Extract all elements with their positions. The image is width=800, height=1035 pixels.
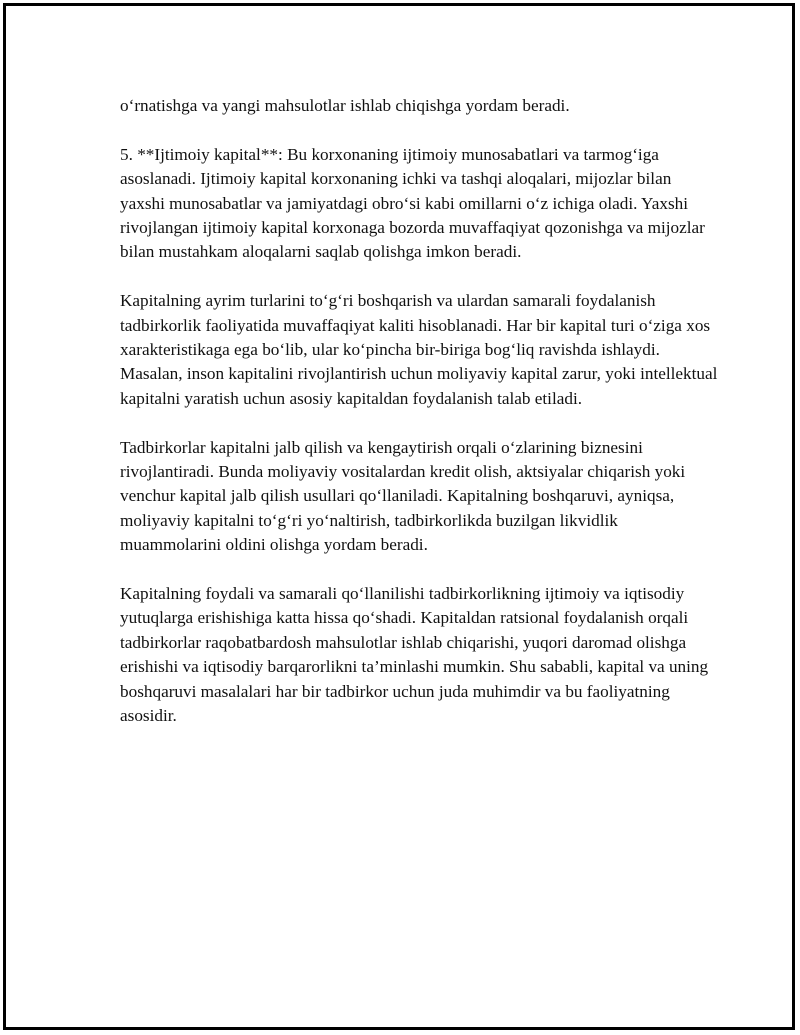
paragraph-capital-management: Kapitalning ayrim turlarini to‘g‘ri boshqarish va ulardan samarali foydalanish tadbirkorlik faoliyatida muvaffaqiyat kaliti hisoblanadi. Har bir kapital turi o‘ziga xos xarakteristikaga ega bo‘lib, ular ko‘pincha bir-biriga bog‘liq ravishda ishlaydi. Masalan, inson kapitalini rivojlantirish uchun moliyaviy kapital zarur, yoki intellektual kapitalni yaratish uchun asosiy kapitaldan foydalanish talab etiladi. xyxy=(120,291,718,408)
paragraph-capital-attraction: Tadbirkorlar kapitalni jalb qilish va kengaytirish orqali o‘zlarining biznesini rivojlantiradi. Bunda moliyaviy vositalardan kredit olish, aktsiyalar chiqarish yoki venchur kapital jalb qilish usullari qo‘llaniladi. Kapitalning boshqaruvi, ayniqsa, moliyaviy kapitalni to‘g‘ri yo‘naltirish, tadbirkorlikda buzilgan likvidlik muammolarini oldini olishga yordam beradi. xyxy=(120,437,686,555)
paragraph-conclusion: Kapitalning foydali va samarali qo‘llanilishi tadbirkorlikning ijtimoiy va iqtisodiy yutuqlarga erishishiga katta hissa qo‘shadi. Kapitaldan ratsional foydalanish orqali tadbirkorlar raqobatbardosh mahsulotlar ishlab chiqarishi, yuqori daromad olishga erishishi va iqtisodiy barqarorlikni ta’minlashi mumkin. Shu sababli, kapital va uning boshqaruvi masalalari har bir tadbirkor uchun juda muhimdir va bu faoliyatning asosidir. xyxy=(120,584,709,726)
paragraph-social-capital: 5. **Ijtimoiy kapital**: Bu korxonaning ijtimoiy munosabatlari va tarmog‘iga asoslanadi. Ijtimoiy kapital korxonaning ichki va tashqi aloqalari, mijozlar bilan yaxshi munosabatlar va jamiyatdagi obro‘si kabi omillarni o‘z ichiga oladi. Yaxshi rivojlangan ijtimoiy kapital korxonaga bozorda muvaffaqiyat qozonishga va mijozlar bilan mustahkam aloqalarni saqlab qolishga imkon beradi. xyxy=(120,144,705,262)
paragraph-continuation: o‘rnatishga va yangi mahsulotlar ishlab chiqishga yordam beradi. xyxy=(120,96,570,115)
document-page xyxy=(3,3,795,1030)
document-body xyxy=(120,94,720,753)
